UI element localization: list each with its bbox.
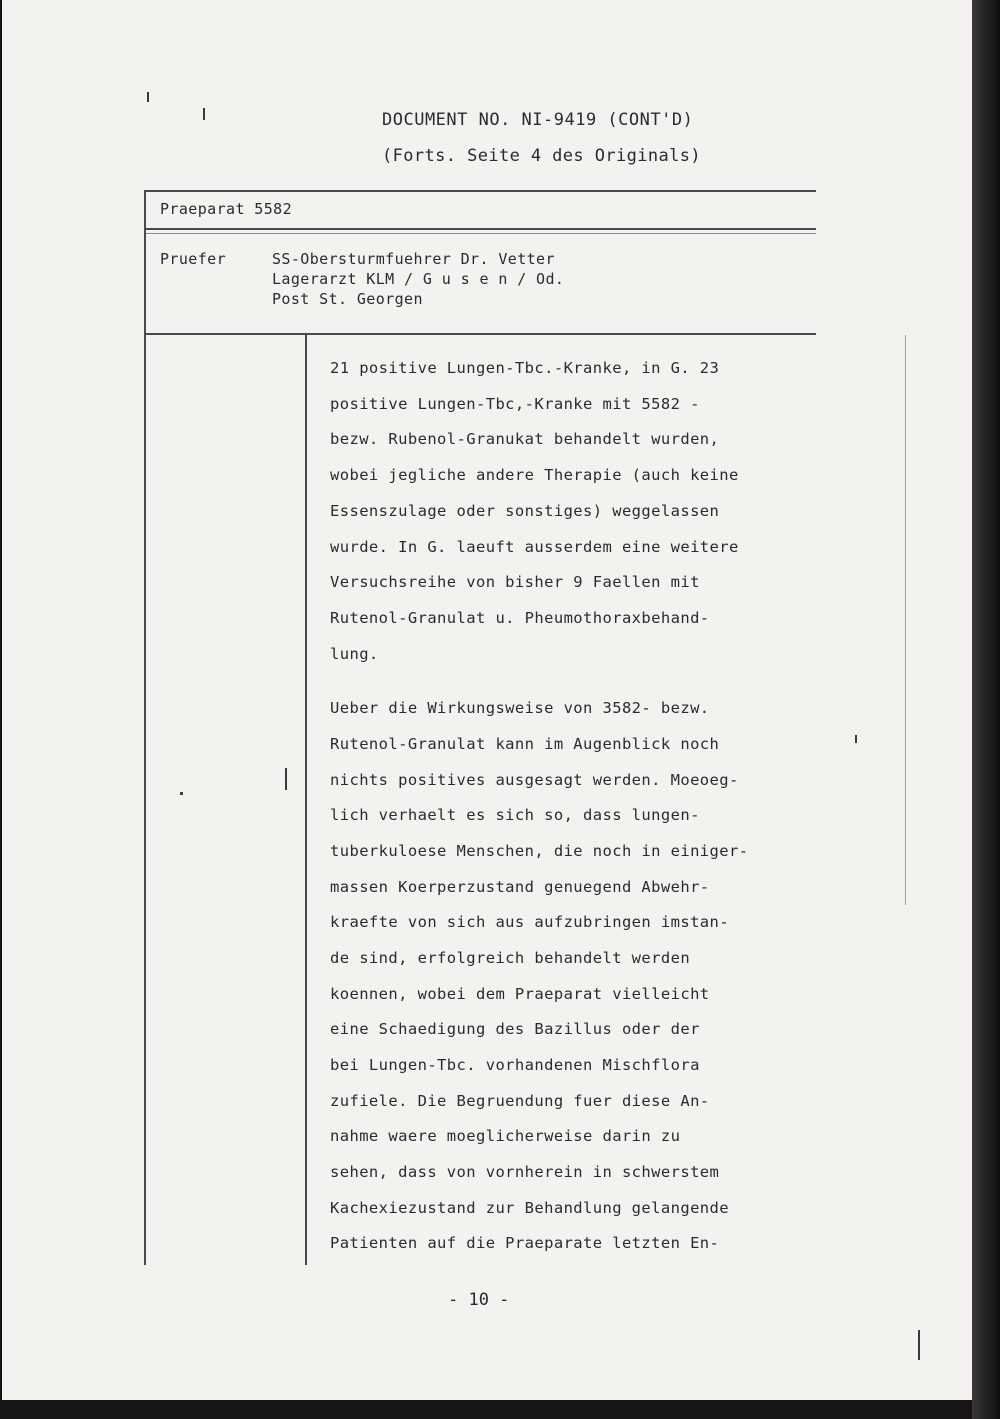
body-line: wobei jegliche andere Therapie (auch keine	[330, 466, 739, 484]
table-top-rule	[144, 190, 816, 192]
tester-line: Lagerarzt KLM / G u s e n / Od.	[272, 270, 565, 288]
body-line: eine Schaedigung des Bazillus oder der	[330, 1020, 700, 1038]
body-line: sehen, dass von vornherein in schwerstem	[330, 1163, 720, 1181]
page-number: - 10 -	[448, 1290, 510, 1310]
original-page-reference: (Forts. Seite 4 des Originals)	[382, 146, 702, 166]
body-line: lich verhaelt es sich so, dass lungen-	[330, 806, 700, 824]
table-row-rule	[144, 228, 816, 230]
body-line: positive Lungen-Tbc,-Kranke mit 5582 -	[330, 395, 700, 413]
body-line: wurde. In G. laeuft ausserdem eine weitere	[330, 538, 739, 556]
scan-mark	[147, 92, 149, 102]
body-line: koennen, wobei dem Praeparat vielleicht	[330, 985, 710, 1003]
table-right-border	[905, 335, 906, 905]
tester-line: SS-Obersturmfuehrer Dr. Vetter	[272, 250, 555, 268]
body-line: Rutenol-Granulat kann im Augenblick noch	[330, 735, 720, 753]
body-line: Kachexiezustand zur Behandlung gelangende	[330, 1199, 730, 1217]
body-line: de sind, erfolgreich behandelt werden	[330, 949, 691, 967]
table-left-border	[144, 190, 146, 1265]
body-line: zufiele. Die Begruendung fuer diese An-	[330, 1092, 710, 1110]
scan-edge-right	[972, 0, 1000, 1419]
scan-edge-bottom	[0, 1400, 972, 1419]
body-line: massen Koerperzustand genuegend Abwehr-	[330, 878, 710, 896]
table-row-rule	[144, 333, 816, 335]
body-line: 21 positive Lungen-Tbc.-Kranke, in G. 23	[330, 359, 720, 377]
body-line: Ueber die Wirkungsweise von 3582- bezw.	[330, 699, 710, 717]
body-line: bezw. Rubenol-Granukat behandelt wurden,	[330, 430, 720, 448]
scan-mark	[203, 108, 205, 120]
body-line: Versuchsreihe von bisher 9 Faellen mit	[330, 573, 700, 591]
scan-mark	[918, 1330, 920, 1360]
body-line: Essenszulage oder sonstiges) weggelassen	[330, 502, 720, 520]
scan-mark	[180, 792, 183, 795]
body-line: Rutenol-Granulat u. Pheumothoraxbehand-	[330, 609, 710, 627]
scan-mark	[855, 735, 857, 743]
tester-line: Post St. Georgen	[272, 290, 423, 308]
tester-label: Pruefer	[160, 250, 227, 268]
document-number: DOCUMENT NO. NI-9419 (CONT'D)	[382, 110, 694, 130]
body-line: kraefte von sich aus aufzubringen imstan-	[330, 913, 730, 931]
body-line: bei Lungen-Tbc. vorhandenen Mischflora	[330, 1056, 700, 1074]
body-line: tuberkuloese Menschen, die noch in einiger-	[330, 842, 749, 860]
preparation-label: Praeparat 5582	[160, 200, 293, 218]
scan-mark	[285, 768, 287, 790]
table-column-divider	[305, 335, 307, 1265]
table-row-rule	[144, 233, 816, 234]
body-line: nichts positives ausgesagt werden. Moeoeg-	[330, 771, 739, 789]
body-line: lung.	[330, 645, 379, 663]
body-line: Patienten auf die Praeparate letzten En-	[330, 1234, 720, 1252]
body-line: nahme waere moeglicherweise darin zu	[330, 1127, 681, 1145]
